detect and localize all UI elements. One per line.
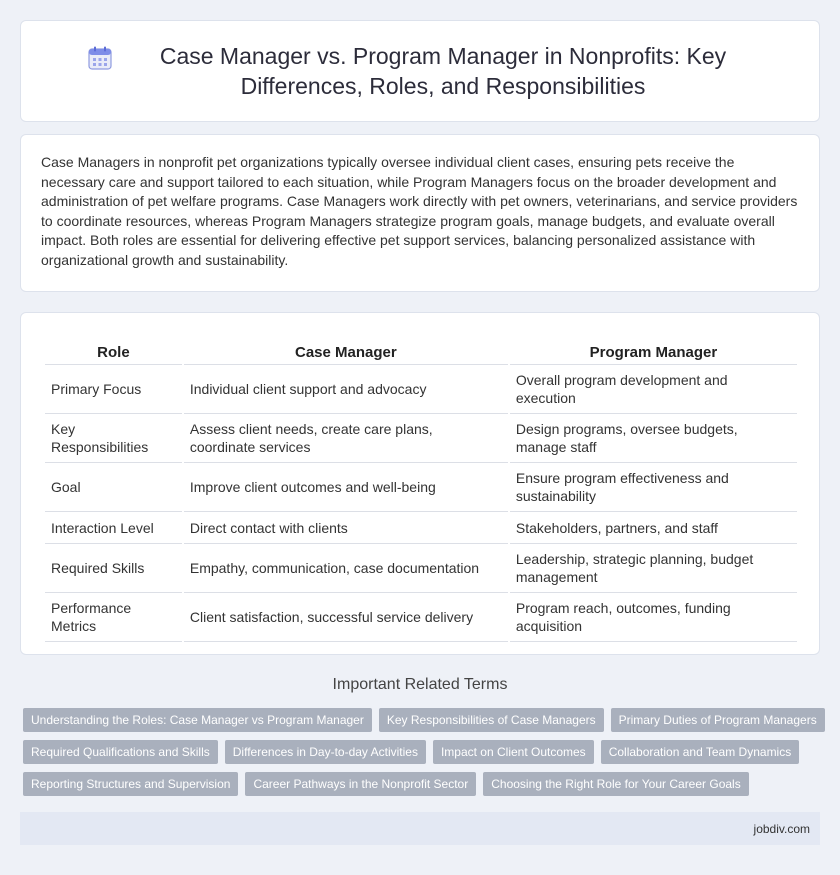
related-term-tag[interactable]: Key Responsibilities of Case Managers [379,708,604,732]
table-cell: Goal [45,463,182,512]
intro-paragraph: Case Managers in nonprofit pet organizations typically oversee individual client cases, ensuring pets receive the necessary care and support tailored to each situation, while Program Managers focus on the broader development and administration of pet welfare programs. Case Managers work directly with pet owners, veterinarians, and service providers to coordinate resources, whereas Program Managers strategize program goals, manage budgets, and evaluate overall impact. Both roles are essential for delivering effective pet support services, balancing personalized assistance with organizational growth and sustainability. [41,154,798,268]
column-header-case-manager: Case Manager [184,333,508,365]
table-cell: Empathy, communication, case documentation [184,544,508,593]
comparison-table [43,333,799,642]
table-cell: Overall program development and execution [510,365,797,414]
related-term-tag[interactable]: Required Qualifications and Skills [23,740,218,764]
table-cell: Direct contact with clients [184,512,508,544]
tag-row [23,740,823,764]
table-row [45,365,797,414]
table-cell: Client satisfaction, successful service delivery [184,593,508,642]
tag-row [23,772,823,796]
table-cell: Primary Focus [45,365,182,414]
table-cell: Leadership, strategic planning, budget management [510,544,797,593]
related-term-tag[interactable]: Collaboration and Team Dynamics [601,740,800,764]
related-terms-title: Important Related Terms [332,676,508,693]
related-term-tag[interactable]: Understanding the Roles: Case Manager vs Program Manager [23,708,372,732]
table-cell: Performance Metrics [45,593,182,642]
page-title: Case Manager vs. Program Manager in Nonprofits: Key Differences, Roles, and Responsibilities [159,43,727,99]
table-cell: Required Skills [45,544,182,593]
column-header-program-manager: Program Manager [510,333,797,365]
table-row [45,544,797,593]
table-cell: Assess client needs, create care plans, coordinate services [184,414,508,463]
comparison-table-card [20,312,820,655]
table-cell: Interaction Level [45,512,182,544]
related-term-tag[interactable]: Primary Duties of Program Managers [611,708,825,732]
table-cell: Design programs, oversee budgets, manage staff [510,414,797,463]
table-cell: Stakeholders, partners, and staff [510,512,797,544]
table-row [45,512,797,544]
footer-site-link[interactable]: jobdiv.com [753,821,810,836]
tag-row [23,708,823,732]
column-header-role: Role [45,333,182,365]
intro-card [20,134,820,292]
related-term-tag[interactable]: Reporting Structures and Supervision [23,772,238,796]
table-cell: Key Responsibilities [45,414,182,463]
related-terms-list [23,708,823,804]
related-term-tag[interactable]: Differences in Day-to-day Activities [225,740,426,764]
table-row [45,593,797,642]
table-row [45,414,797,463]
table-row [45,463,797,512]
calendar-icon [87,45,113,71]
related-term-tag[interactable]: Impact on Client Outcomes [433,740,594,764]
table-cell: Ensure program effectiveness and sustainability [510,463,797,512]
header-card [20,20,820,122]
table-cell: Improve client outcomes and well-being [184,463,508,512]
table-cell: Program reach, outcomes, funding acquisition [510,593,797,642]
table-header-row [45,333,797,365]
table-cell: Individual client support and advocacy [184,365,508,414]
related-term-tag[interactable]: Career Pathways in the Nonprofit Sector [245,772,476,796]
related-term-tag[interactable]: Choosing the Right Role for Your Career Goals [483,772,748,796]
footer [20,812,820,845]
